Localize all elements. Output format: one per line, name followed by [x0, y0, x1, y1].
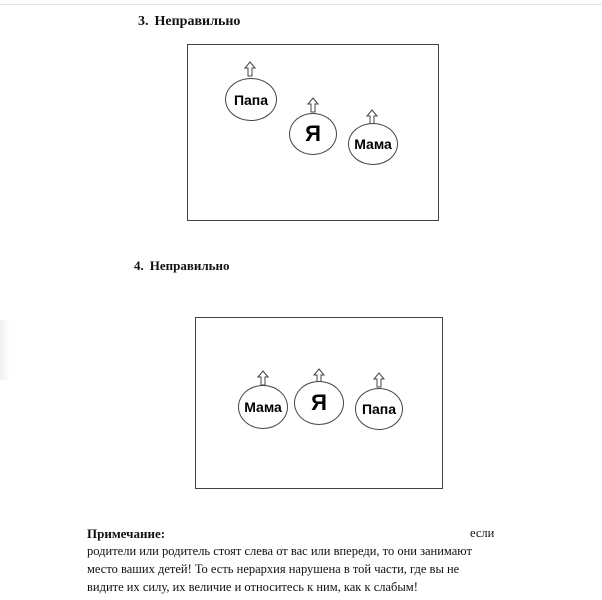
diagram-4-frame: [195, 317, 443, 489]
up-arrow-icon: [257, 370, 269, 386]
note-label: Примечание:: [87, 526, 166, 541]
section-3-heading: [138, 14, 240, 30]
figure-label: Папа: [361, 401, 397, 417]
figure-head: [294, 381, 344, 425]
figure-head: [355, 388, 403, 430]
section-title: Неправильно: [149, 258, 230, 273]
figure-label: Папа: [233, 91, 269, 108]
section-number: 4.: [134, 258, 144, 273]
note-line: видите их силу, их величие и относитесь к ним, как к слабым!: [87, 580, 418, 594]
up-arrow-icon: [244, 61, 256, 77]
figure-label: Я: [305, 121, 321, 146]
figure-label: Мама: [244, 399, 282, 415]
up-arrow-icon: [307, 97, 319, 113]
note-line: родители или родитель стоят слева от вас или впереди, то они занимают: [87, 544, 472, 558]
diagram-3-frame: [187, 44, 439, 221]
note-tail: если: [470, 526, 495, 540]
up-arrow-icon: [373, 372, 385, 388]
figure-head: [238, 385, 288, 429]
figure-head: [348, 123, 398, 165]
figure-label: Я: [311, 390, 327, 415]
section-4-heading: [134, 258, 230, 274]
section-title: Неправильно: [154, 14, 241, 29]
note-line: место ваших детей! То есть нерархия нарушена в той части, где вы не: [87, 562, 460, 576]
page-edge-shadow: [0, 320, 10, 380]
figure-label: Мама: [354, 136, 392, 152]
section-number: 3.: [138, 14, 149, 29]
figure-head: [225, 78, 277, 121]
figure-head: [289, 113, 337, 155]
top-divider: [0, 4, 602, 5]
